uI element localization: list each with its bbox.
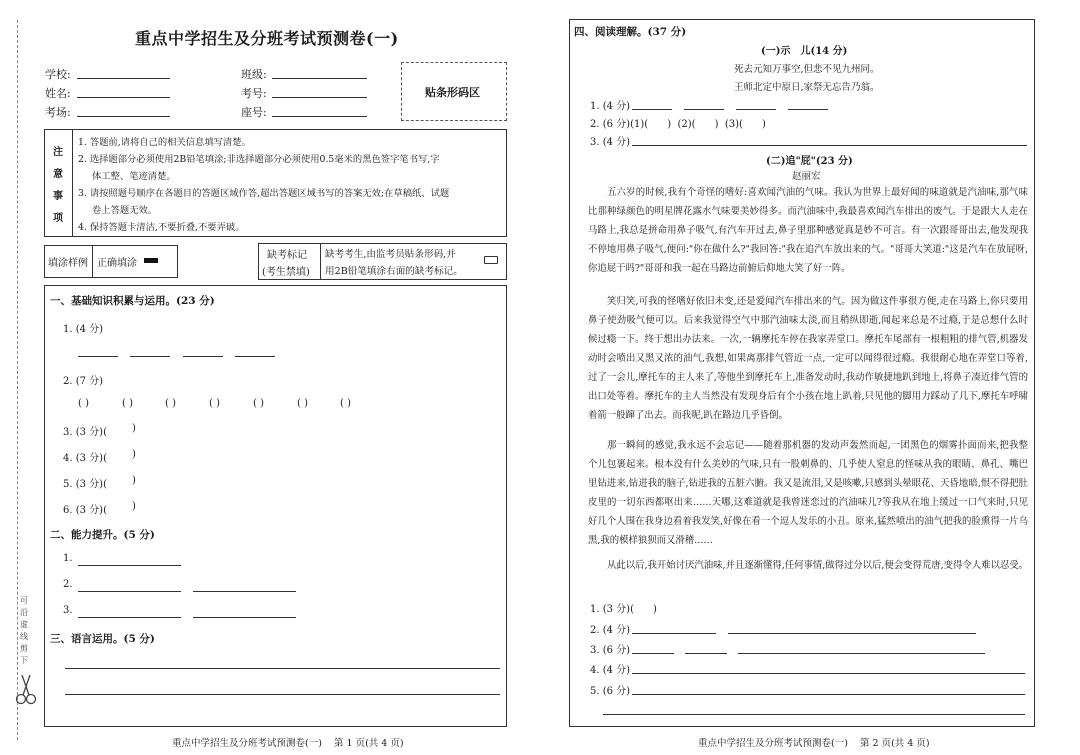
essay-q4-label: 4. (4 分) (590, 665, 631, 676)
page-title: 重点中学招生及分班考试预测卷(一) (135, 29, 399, 48)
cut-hint: 可 (20, 596, 28, 605)
notice-title-char: 注 (53, 147, 63, 158)
q1-blank[interactable] (183, 344, 223, 357)
scissors-icon (14, 672, 38, 706)
essay-q3-blank[interactable] (632, 641, 674, 654)
essay-paragraph: 那一瞬间的感觉,我永远不会忘记——随着那机器的发动声轰然而起,一团黑色的烟雾扑面而来,把我整个儿包裹起来。根本没有什么美妙的气味,只有一股刺鼻的、几乎使人窒息的怪味从我的眼睛、鼻孔、嘴巴里钻进来,钻进我的脑子,钻进我的五脏六腑。我又是流泪,又是咳嗽,只感到头晕眼花、天昏地暗,恨不得把肚皮里的一切东西都呕出来……天哪,这难道就是我曾迷恋过的汽油味儿?等我从在地上缓过一口气来时,只见好几个人围在我身边看着我发笑,好像在看一个逗人发乐的小丑。原来,猛然喷出的油气把我的脸熏得一片乌黑,我的模样狼狈而又滑稽…… (588, 440, 1028, 546)
barcode-label: 贴条形码区 (425, 86, 480, 99)
exam-number-field-label: 考号: (241, 87, 267, 100)
notice-item: 体工整、笔迹清楚。 (92, 171, 176, 182)
notice-title-char: 意 (53, 169, 63, 180)
notice-title-char: 项 (53, 213, 63, 224)
q2-paren[interactable]: ( ) (253, 398, 264, 409)
q2-paren[interactable]: ( ) (165, 398, 176, 409)
poem-q1-blank[interactable] (632, 97, 672, 110)
poem-title: (一)示 儿(14 分) (761, 46, 848, 57)
q4-close-paren[interactable]: ) (132, 449, 136, 460)
exam-room-field-label: 考场: (45, 106, 71, 119)
q3-close-paren[interactable]: ) (132, 423, 136, 434)
poem-q3-blank[interactable] (632, 133, 1027, 146)
poem-line: 王师北定中原日,家祭无忘告乃翁。 (734, 82, 880, 93)
q1-blank[interactable] (235, 344, 275, 357)
absent-checkbox[interactable] (484, 256, 498, 264)
absent-divider (320, 243, 321, 279)
essay-title: (二)追"屁"(23 分) (766, 156, 853, 167)
essay-paragraph: 笑归笑,可我的怪嗜好依旧未变,还是爱闻汽车排出来的气。因为做这件事很方便,走在马路上,你只要用鼻子使劲吸气便可以。后来我觉得空气中那汽油味太淡,而且稍纵即逝,闻起来总是不过瘾,于是总想什么时候过瘾一下。终于想出办法来。一次,一辆摩托车停在我家弄堂口。摩托车尾部有一根粗粗的排气管,机器发动时会喷出又黑又浓的油气,我想,如果离那排气管近一点,一定可以闻得很过瘾。我很耐心地在弄堂口等着,过了一会儿,摩托车的主人来了,等他坐到摩托车上,准备发动时,我动作敏捷地趴到地上,将鼻子凑近排气管的出口处等着。摩托车的主人当然没有发现身后有个小孩在地上趴着,只见他的脚用力踩动了几下,摩托车呼啸着箭一般蹿了出去。而我呢,趴在路边几乎昏倒。 (588, 296, 1028, 421)
page-footer: 重点中学招生及分班考试预测卷(一) 第 2 页(共 4 页) (698, 738, 930, 749)
essay-paragraph: 从此以后,我开始讨厌汽油味,并且逐渐懂得,任何事情,做得过分以后,便会变得荒唐,变得令人难以忍受。 (607, 560, 1028, 571)
q1-blank[interactable] (130, 344, 170, 357)
cut-line (17, 20, 18, 740)
q2-paren[interactable]: ( ) (297, 398, 308, 409)
absent-instructions: 用2B铅笔填涂右面的缺考标记。 (325, 266, 463, 277)
q1-blank[interactable] (78, 344, 118, 357)
s2-item-label: 1. (63, 553, 73, 564)
filled-mark (144, 258, 158, 263)
q6-close-paren[interactable]: ) (132, 501, 136, 512)
q2-paren[interactable]: ( ) (209, 398, 220, 409)
s2-blank[interactable] (78, 579, 181, 592)
essay-q3-blank[interactable] (685, 641, 727, 654)
essay-q2-label: 2. (4 分) (590, 625, 631, 636)
seat-field-label: 座号: (241, 106, 267, 119)
essay-q5-label: 5. (6 分) (590, 686, 631, 697)
q3-label: 3. (3 分)( (63, 427, 107, 438)
q6-label: 6. (3 分)( (63, 505, 107, 516)
poem-line: 死去元知万事空,但悲不见九州同。 (734, 64, 880, 75)
essay-q5-blank[interactable] (632, 682, 1025, 695)
essay-q2-blank[interactable] (632, 621, 716, 634)
exam-number-field[interactable] (272, 85, 367, 98)
school-field-label: 学校: (45, 68, 71, 81)
poem-q1-label: 1. (4 分) (590, 101, 631, 112)
s2-blank[interactable] (78, 553, 181, 566)
notice-item: 1. 答题前,请将自己的相关信息填写清楚。 (78, 137, 251, 148)
section4-title: 四、阅读理解。(37 分) (574, 26, 687, 38)
notice-item: 4. 保持答题卡清洁,不要折叠,不要弄破。 (78, 222, 245, 233)
essay-paragraph: 五六岁的时候,我有个奇怪的嗜好:喜欢闻汽油的气味。我认为世界上最好闻的味道就是汽油味,那气味比那种绿颜色的明星牌花露水气味要美妙得多。而汽油味中,我最喜欢闻汽车排出的废气。于是跟大人走在马路上,我总是拼命用鼻子吸气,有汽车开过去,鼻子里那种感觉真是妙不可言。有一次跟哥哥出去,他发现我不停地用鼻子吸气,便问:"你在做什么?"我回答:"我在追汽车放出来的气。"哥哥大笑道:"这是汽车在放屁呀,你追屁干吗?"哥哥和我一起在马路边前俯后仰地大笑了好一阵。 (588, 187, 1028, 274)
s2-item-label: 3. (63, 605, 73, 616)
essay-q3-label: 3. (6 分) (590, 645, 631, 656)
class-field-label: 班级: (241, 68, 267, 81)
poem-q1-blank[interactable] (788, 97, 828, 110)
s2-blank[interactable] (78, 605, 181, 618)
fill-correct-label: 正确填涂 (97, 258, 137, 269)
name-field[interactable] (77, 85, 170, 98)
poem-q2: 2. (6 分)(1)( ) (2)( ) (3)( ) (590, 119, 766, 130)
q1-label: 1. (4 分) (63, 324, 104, 335)
notice-item: 2. 选择题部分必须使用2B铅笔填涂;非选择题部分必须使用0.5毫米的黑色签字笔书写,字 (78, 154, 440, 165)
poem-q1-blank[interactable] (684, 97, 724, 110)
name-field-label: 姓名: (45, 87, 71, 100)
cut-hint: 沿 (20, 608, 28, 617)
seat-field[interactable] (272, 104, 367, 117)
absent-mark-note: (考生禁填) (262, 267, 310, 278)
s2-item-label: 2. (63, 579, 73, 590)
section1-title: 一、基础知识积累与运用。(23 分) (50, 295, 215, 307)
notice-title-char: 事 (53, 191, 63, 202)
section3-title: 三、语言运用。(5 分) (50, 633, 155, 645)
essay-q3-blank[interactable] (738, 641, 985, 654)
q2-paren[interactable]: ( ) (78, 398, 89, 409)
cut-hint: 虚 (20, 620, 28, 629)
s2-blank[interactable] (193, 605, 296, 618)
poem-q1-blank[interactable] (736, 97, 776, 110)
essay-q1: 1. (3 分)( ) (590, 604, 657, 615)
essay-q4-blank[interactable] (632, 661, 1025, 674)
exam-room-field[interactable] (77, 104, 170, 117)
q4-label: 4. (3 分)( (63, 453, 107, 464)
section2-title: 二、能力提升。(5 分) (50, 529, 155, 541)
class-field[interactable] (272, 66, 367, 79)
s3-line[interactable] (65, 656, 500, 669)
page-footer: 重点中学招生及分班考试预测卷(一) 第 1 页(共 4 页) (172, 738, 404, 749)
s2-blank[interactable] (193, 579, 296, 592)
q2-paren[interactable]: ( ) (122, 398, 133, 409)
fill-sample-divider (92, 245, 93, 277)
cut-hint: 线 (20, 632, 28, 641)
absent-instructions: 缺考考生,由监考员贴条形码,并 (325, 249, 456, 260)
q2-label: 2. (7 分) (63, 376, 104, 387)
cut-hint: 剪 (20, 644, 28, 653)
s3-line[interactable] (65, 682, 500, 695)
cut-hint: 下 (20, 656, 28, 665)
fill-sample-label: 填涂样例 (48, 258, 88, 269)
absent-mark-label: 缺考标记 (267, 250, 307, 261)
q2-paren[interactable]: ( ) (340, 398, 351, 409)
notice-item: 卷上答题无效。 (92, 205, 158, 216)
notice-item: 3. 请按照题号顺序在各题目的答题区域作答,超出答题区域书写的答案无效;在草稿纸、试题 (78, 188, 450, 199)
notice-divider (72, 129, 73, 236)
essay-author: 赵丽宏 (792, 171, 821, 182)
poem-q3-label: 3. (4 分) (590, 137, 631, 148)
essay-q5-blank[interactable] (603, 702, 1025, 715)
school-field[interactable] (77, 66, 170, 79)
q5-label: 5. (3 分)( (63, 479, 107, 490)
q5-close-paren[interactable]: ) (132, 475, 136, 486)
essay-q2-blank[interactable] (728, 621, 976, 634)
